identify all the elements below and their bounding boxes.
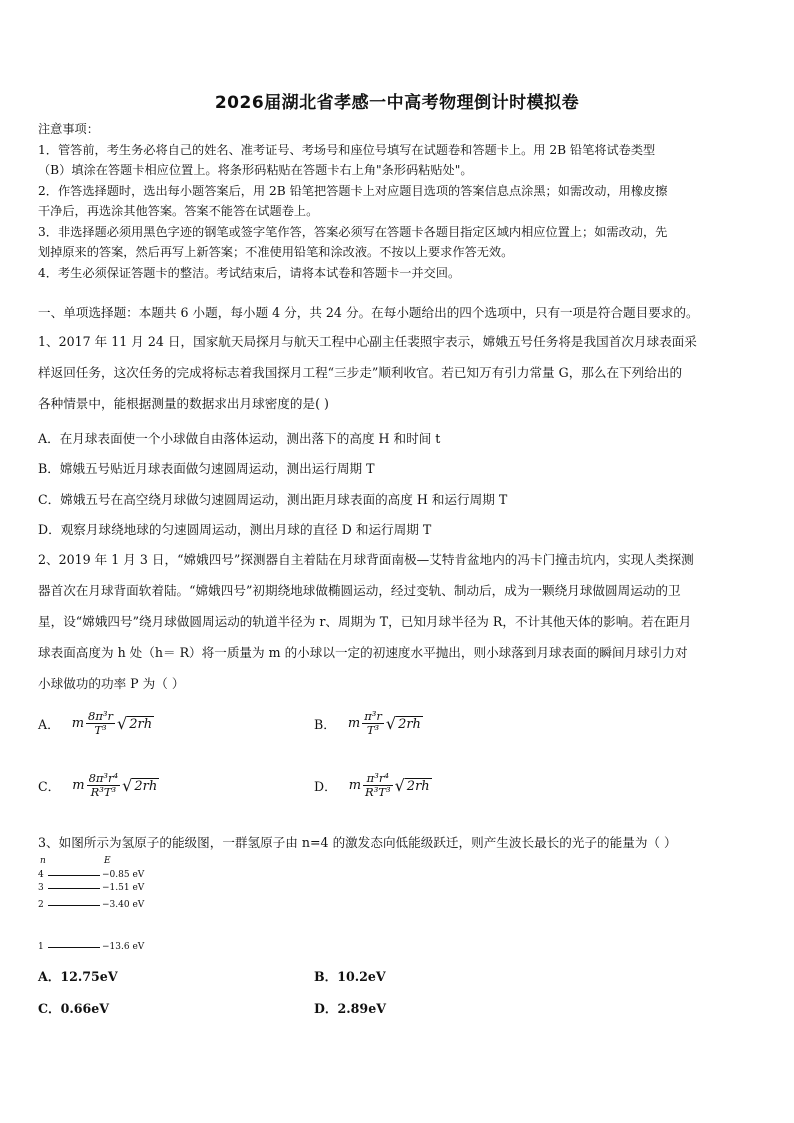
question-3-option-a: A．12.75eV	[38, 969, 118, 984]
fraction-numerator: 8π³r⁴	[88, 771, 119, 785]
section-heading: 一、单项选择题：本题共 6 小题，每小题 4 分，共 24 分。在每小题给出的四个选项中，只有一项是符合题目要求的。	[38, 305, 699, 320]
question-2-stem	[38, 544, 760, 699]
level-line	[48, 875, 100, 876]
level-number: 3	[38, 883, 44, 893]
formula-sqrt	[122, 775, 159, 795]
energy-level	[38, 942, 168, 952]
formula-fraction	[362, 710, 384, 737]
notice-line: 4．考生必须保证答题卡的整洁。考试结束后，请将本试卷和答题卡一并交回。	[38, 265, 461, 280]
energy-level	[38, 900, 168, 910]
question-line: 2、2019 年 1 月 3 日，“嫦娥四号”探测器自主着陆在月球背面南极—艾特肯盆地内的冯卡门撞击坑内，实现人类探测	[38, 552, 694, 567]
formula-sqrt	[394, 775, 432, 795]
option-label: B．	[314, 717, 336, 732]
sqrt-icon: √	[122, 775, 133, 795]
diagram-n-label: n	[40, 856, 46, 866]
question-3-option-d: D．2.89eV	[314, 1001, 386, 1016]
notice-heading: 注意事项：	[38, 122, 99, 136]
sqrt-icon: √	[385, 713, 397, 733]
question-3-stem: 3、如图所示为氢原子的能级图，一群氢原子由 n=4 的激发态向低能级跃迁，则产生波长最长的光子的能量为（ ）	[38, 835, 677, 850]
question-line: 器首次在月球背面软着陆。“嫦娥四号”初期绕地球做椭圆运动，经过变轨、制动后，成为一颗绕月球做圆周运动的卫	[38, 583, 681, 598]
energy-level	[38, 870, 168, 880]
question-line: 小球做功的功率 P 为（ ）	[38, 676, 185, 691]
question-2-option-d	[314, 772, 432, 799]
fraction-numerator: π³r⁴	[366, 771, 389, 785]
notice-line: 2．作答选择题时，选出每小题答案后，用 2B 铅笔把答题卡上对应题目选项的答案信息点涂黑；如需改动，用橡皮擦	[38, 183, 668, 198]
level-energy: −3.40 eV	[102, 900, 145, 910]
level-line	[48, 888, 100, 889]
fraction-denominator: T³	[94, 723, 107, 737]
question-2-option-c	[38, 772, 159, 799]
question-line: 各种情景中，能根据测量的数据求出月球密度的是( )	[38, 396, 329, 411]
level-energy: −0.85 eV	[102, 870, 145, 880]
question-1-option-c: C．嫦娥五号在高空绕月球做匀速圆周运动，测出距月球表面的高度 H 和运行周期 T	[38, 492, 508, 507]
question-line: 球表面高度为 h 处（h＝ R）将一质量为 m 的小球以一定的初速度水平抛出，则小球落到月球表面的瞬间月球引力对	[38, 645, 688, 660]
formula-sqrt	[385, 713, 423, 733]
formula-mass: m	[72, 778, 85, 793]
question-3-option-c: C．0.66eV	[38, 1001, 110, 1016]
level-energy: −1.51 eV	[102, 883, 145, 893]
formula-sqrt	[117, 713, 154, 733]
page-title: 2026届湖北省孝感一中高考物理倒计时模拟卷	[214, 93, 580, 113]
formula-fraction	[363, 772, 393, 799]
level-line	[48, 947, 100, 948]
diagram-e-label: E	[104, 856, 111, 866]
level-number: 4	[38, 870, 44, 880]
level-number: 2	[38, 900, 44, 910]
formula-mass: m	[347, 716, 361, 731]
sqrt-argument: 2rh	[129, 716, 153, 732]
notice-line: 1．管答前，考生务必将自己的姓名、准考证号、考场号和座位号填写在试题卷和答题卡上。用 2B 铅笔将试卷类型	[38, 142, 656, 157]
notice-line: 划掉原来的答案，然后再写上新答案；不准使用铅笔和涂改液。不按以上要求作答无效。	[38, 245, 514, 259]
question-3-option-b: B．10.2eV	[314, 969, 386, 984]
fraction-denominator: R³T³	[90, 785, 117, 799]
sqrt-argument: 2rh	[398, 716, 421, 732]
sqrt-argument: 2rh	[406, 778, 430, 794]
energy-level	[38, 883, 168, 893]
notice-line: 干净后，再选涂其他答案。答案不能答在试题卷上。	[38, 204, 319, 218]
question-line: 1、2017 年 11 月 24 日，国家航天局探月与航天工程中心副主任裴照宇表示，嫦娥五号任务将是我国首次月球表面采	[38, 334, 697, 349]
question-2-option-a	[38, 710, 154, 737]
formula-mass: m	[71, 716, 85, 731]
question-line: 样返回任务，这次任务的完成将标志着我国探月工程“三步走”顺利收官。若已知万有引力常量 G，那么在下列给出的	[38, 365, 683, 380]
notice-line: （B）填涂在答题卡相应位置上。将条形码粘贴在答题卡右上角"条形码粘贴处"。	[38, 163, 473, 177]
question-1-stem	[38, 326, 760, 419]
fraction-denominator: R³T³	[365, 785, 391, 799]
sqrt-icon: √	[117, 713, 128, 733]
level-energy: −13.6 eV	[102, 942, 145, 952]
sqrt-argument: 2rh	[134, 778, 158, 794]
level-line	[48, 905, 100, 906]
option-label: C．	[38, 779, 61, 794]
fraction-denominator: T³	[366, 723, 380, 737]
question-2-option-b	[314, 710, 423, 737]
level-number: 1	[38, 942, 44, 952]
formula-fraction	[87, 772, 121, 799]
notice-block	[38, 119, 760, 283]
notice-line: 3．非选择题必须用黑色字迹的钢笔或签字笔作答，答案必须写在答题卡各题目指定区域内相应位置上；如需改动，先	[38, 224, 668, 239]
question-1-option-d: D．观察月球绕地球的匀速圆周运动，测出月球的直径 D 和运行周期 T	[38, 522, 432, 537]
sqrt-icon: √	[394, 775, 405, 795]
option-label: D．	[314, 779, 337, 794]
option-label: A．	[38, 717, 60, 732]
question-1-option-a: A．在月球表面使一个小球做自由落体运动，测出落下的高度 H 和时间 t	[38, 431, 441, 446]
energy-level-diagram	[38, 856, 168, 956]
fraction-numerator: 8π³r	[88, 709, 114, 723]
formula-mass: m	[348, 778, 362, 793]
fraction-numerator: π³r	[364, 709, 382, 723]
formula-fraction	[86, 710, 115, 737]
question-1-option-b: B．嫦娥五号贴近月球表面做匀速圆周运动，测出运行周期 T	[38, 461, 375, 476]
question-line: 星，设“嫦娥四号”绕月球做圆周运动的轨道半径为 r、周期为 T，已知月球半径为 R，不计其他天体的影响。若在距月	[38, 614, 692, 629]
